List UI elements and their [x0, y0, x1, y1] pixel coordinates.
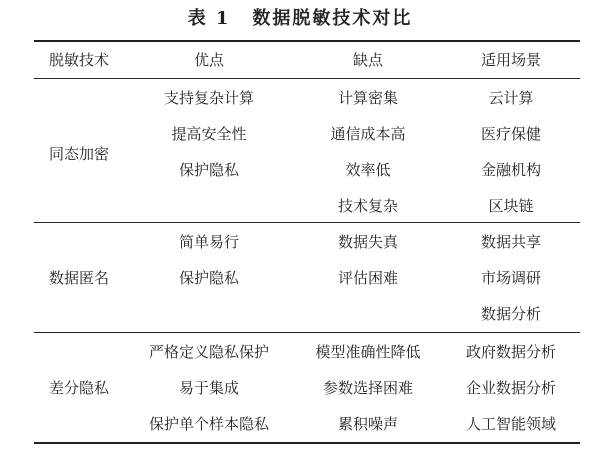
scenario-item: 企业数据分析	[465, 379, 556, 397]
scenario-item: 政府数据分析	[465, 343, 556, 361]
disadvantage-item: 技术复杂	[337, 197, 398, 215]
technique-label: 同态加密	[48, 145, 109, 163]
advantage-item: 保护单个样本隐私	[148, 415, 269, 433]
advantage-item: 支持复杂计算	[163, 89, 254, 107]
advantage-item: 简单易行	[178, 233, 239, 251]
scenario-item: 医疗保健	[480, 125, 541, 143]
advantage-item: 保护隐私	[178, 269, 239, 287]
header-disadvantages: 缺点	[352, 51, 383, 69]
scenario-item: 数据分析	[480, 305, 541, 323]
disadvantage-item: 累积噪声	[337, 415, 398, 433]
advantage-item: 保护隐私	[178, 161, 239, 179]
scenario-item: 数据共享	[480, 233, 541, 251]
advantage-item: 严格定义隐私保护	[148, 343, 269, 361]
header-scenarios: 适用场景	[480, 51, 541, 69]
scenario-item: 区块链	[488, 197, 534, 215]
group-divider	[34, 222, 580, 223]
group-divider	[34, 332, 580, 333]
table-caption	[0, 4, 600, 30]
table-number: 表 1	[187, 8, 231, 29]
disadvantage-item: 数据失真	[337, 233, 398, 251]
scenario-item: 市场调研	[480, 269, 541, 287]
header-rule	[34, 78, 580, 79]
technique-label: 差分隐私	[48, 379, 109, 397]
disadvantage-item: 模型准确性降低	[315, 343, 421, 361]
scenario-item: 人工智能领域	[465, 415, 556, 433]
technique-label: 数据匿名	[48, 269, 109, 287]
header-technique: 脱敏技术	[48, 51, 109, 69]
bottom-rule	[34, 442, 580, 444]
disadvantage-item: 计算密集	[337, 89, 398, 107]
disadvantage-item: 通信成本高	[330, 125, 406, 143]
scenario-item: 金融机构	[480, 161, 541, 179]
disadvantage-item: 评估困难	[337, 269, 398, 287]
table-title: 数据脱敏技术对比	[252, 8, 413, 29]
scenario-item: 云计算	[488, 89, 534, 107]
disadvantage-item: 参数选择困难	[322, 379, 413, 397]
header-advantages: 优点	[193, 51, 224, 69]
top-rule	[34, 40, 580, 42]
disadvantage-item: 效率低	[345, 161, 391, 179]
advantage-item: 提高安全性	[171, 125, 247, 143]
advantage-item: 易于集成	[178, 379, 239, 397]
